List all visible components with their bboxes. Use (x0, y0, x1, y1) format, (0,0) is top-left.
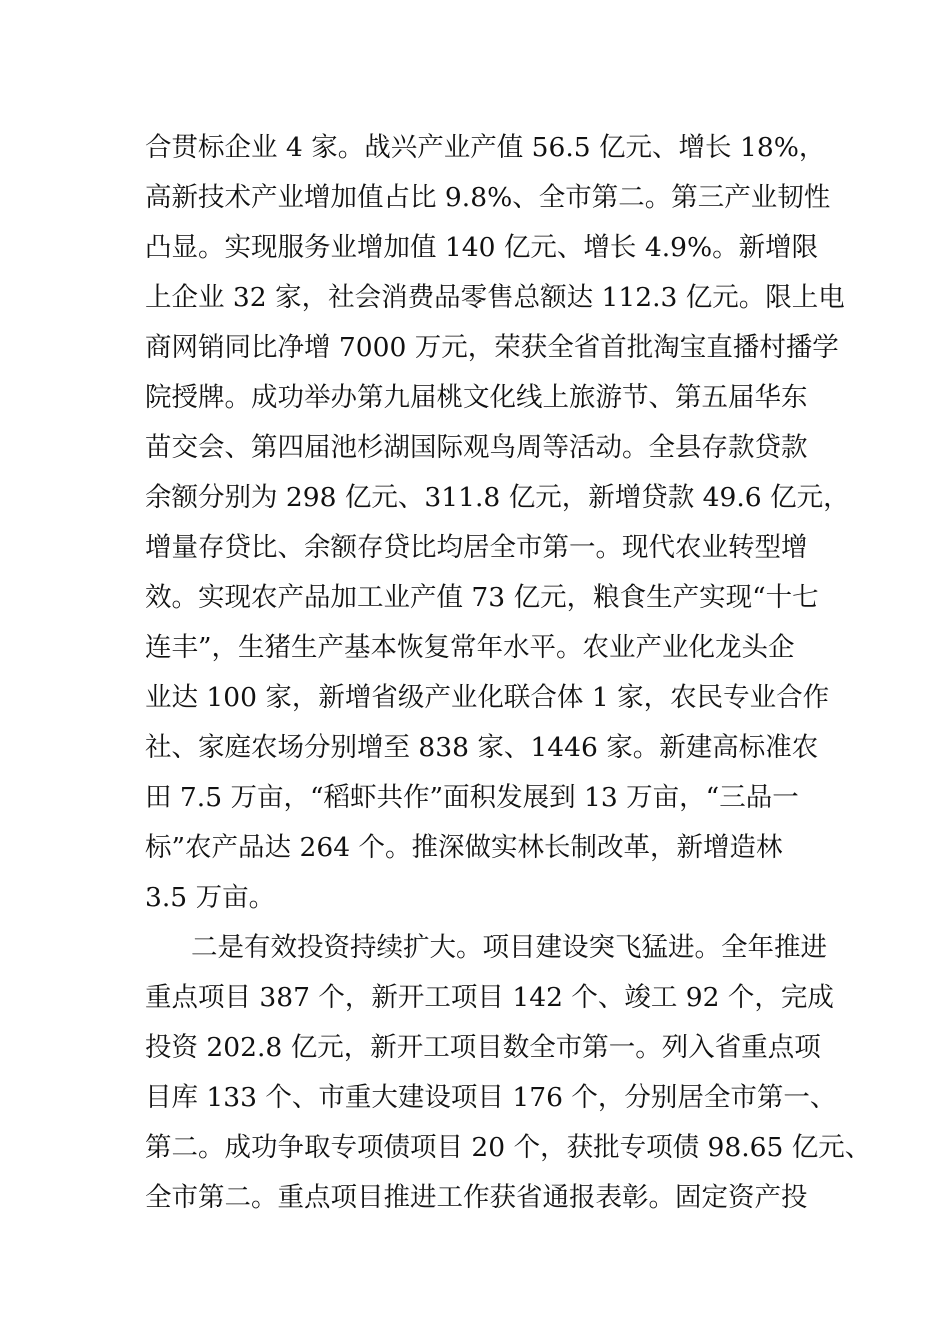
paragraph-1-line: 社、家庭农场分别增至 838 家、1446 家。新建高标准农 (145, 732, 819, 763)
paragraph-2 (145, 923, 872, 1223)
paragraph-1-line: 上企业 32 家，社会消费品零售总额达 112.3 亿元。限上电 (145, 282, 845, 313)
paragraph-1-line: 高新技术产业增加值占比 9.8%、全市第二。第三产业韧性 (145, 182, 831, 213)
paragraph-1-line: 效。实现农产品加工业产值 73 亿元，粮食生产实现“十七 (145, 582, 819, 613)
paragraph-1-line: 余额分别为 298 亿元、311.8 亿元，新增贷款 49.6 亿元， (145, 482, 850, 513)
paragraph-2-line: 二是有效投资持续扩大。项目建设突飞猛进。全年推进 (191, 932, 827, 963)
paragraph-2-line: 目库 133 个、市重大建设项目 176 个，分别居全市第一、 (145, 1082, 837, 1113)
paragraph-1-line: 标”农产品达 264 个。推深做实林长制改革，新增造林 (145, 832, 783, 863)
paragraph-2-line: 重点项目 387 个，新开工项目 142 个、竣工 92 个，完成 (145, 982, 834, 1013)
paragraph-1-line: 凸显。实现服务业增加值 140 亿元、增长 4.9%。新增限 (145, 232, 819, 263)
paragraph-1-line: 田 7.5 万亩，“稻虾共作”面积发展到 13 万亩，“三品一 (145, 782, 799, 813)
paragraph-2-line: 全市第二。重点项目推进工作获省通报表彰。固定资产投 (145, 1182, 808, 1213)
paragraph-1-line: 业达 100 家，新增省级产业化联合体 1 家，农民专业合作 (145, 682, 830, 713)
paragraph-1-line: 连丰”，生猪生产基本恢复常年水平。农业产业化龙头企 (145, 632, 795, 663)
paragraph-2-line: 投资 202.8 亿元，新开工项目数全市第一。列入省重点项 (145, 1032, 821, 1063)
paragraph-1 (145, 123, 850, 923)
paragraph-1-line: 合贯标企业 4 家。战兴产业产值 56.5 亿元、增长 18%， (145, 132, 826, 163)
paragraph-1-line: 苗交会、第四届池杉湖国际观鸟周等活动。全县存款贷款 (145, 432, 808, 463)
paragraph-2-line: 第二。成功争取专项债项目 20 个，获批专项债 98.65 亿元、 (145, 1132, 872, 1163)
paragraph-1-line: 3.5 万亩。 (145, 882, 276, 913)
paragraph-1-line: 商网销同比净增 7000 万元，荣获全省首批淘宝直播村播学 (145, 332, 839, 363)
paragraph-1-line: 院授牌。成功举办第九届桃文化线上旅游节、第五届华东 (145, 382, 808, 413)
paragraph-1-line: 增量存贷比、余额存贷比均居全市第一。现代农业转型增 (145, 532, 808, 563)
document-body (145, 123, 872, 1223)
